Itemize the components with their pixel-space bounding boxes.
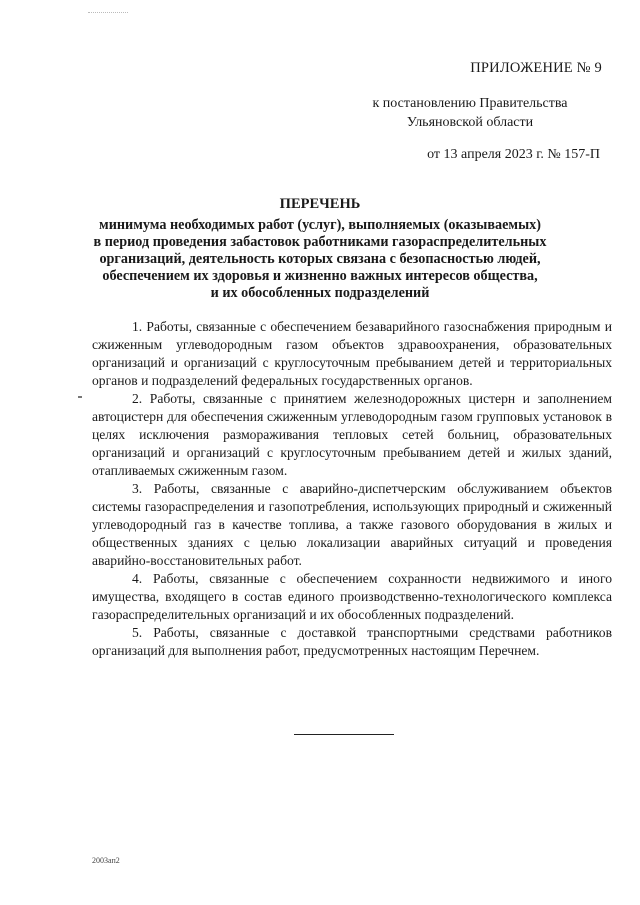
list-item: 5. Работы, связанные с доставкой транспортными средствами работников организаций для выполнения работ, предусмотренных настоящим Перечнем. (92, 625, 612, 658)
decree-reference (340, 94, 600, 132)
document-code: 2003ап2 (92, 856, 120, 865)
decree-date: от 13 апреля 2023 г. № 157-П (427, 147, 600, 162)
title-line: в период проведения забастовок работниками газораспределительных (93, 234, 547, 250)
list-item: 1. Работы, связанные с обеспечением безаварийного газоснабжения природным и сжиженным углеводородным газом объектов здравоохранения, образовательных организаций и организаций с круглосуточным пребыванием детей и территориальных органов и подразделений федеральных государственных органов. (92, 319, 612, 388)
scan-artifact (88, 12, 128, 14)
document-title (90, 196, 550, 302)
document-body (92, 318, 612, 660)
margin-mark (78, 396, 82, 398)
title-heading: ПЕРЕЧЕНЬ (279, 196, 361, 212)
end-divider (294, 734, 394, 735)
title-line: организаций, деятельность которых связана с безопасностью людей, (99, 251, 541, 267)
appendix-number: ПРИЛОЖЕНИЕ № 9 (470, 60, 602, 76)
title-line: обеспечением их здоровья и жизненно важных интересов общества, (102, 268, 538, 284)
list-item: 3. Работы, связанные с аварийно-диспетчерским обслуживанием объектов системы газораспределения и газопотребления, использующих природный и сжиженный углеводородный газ в качестве топлива, а также газового оборудования в жилых и общественных зданиях с целью локализации аварийных ситуаций и проведения аварийно-восстановительных работ. (92, 481, 612, 568)
list-item: 2. Работы, связанные с принятием железнодорожных цистерн и заполнением автоцистерн для обеспечения сжиженным углеводородным газом групповых установок в целях исключения размораживания тепловых сетей больниц, образовательных организаций и организаций с круглосуточным пребыванием детей и жилых зданий, отапливаемых сжиженным газом. (92, 391, 612, 478)
title-line: и их обособленных подразделений (210, 285, 430, 301)
list-item: 4. Работы, связанные с обеспечением сохранности недвижимого и иного имущества, входящего в состав единого производственно-технологического комплекса газораспределительных организаций и их обособленных подразделений. (92, 571, 612, 622)
decree-line: Ульяновской области (406, 115, 534, 130)
title-line: минимума необходимых работ (услуг), выполняемых (оказываемых) (99, 217, 541, 233)
decree-line: к постановлению Правительства (372, 96, 568, 111)
